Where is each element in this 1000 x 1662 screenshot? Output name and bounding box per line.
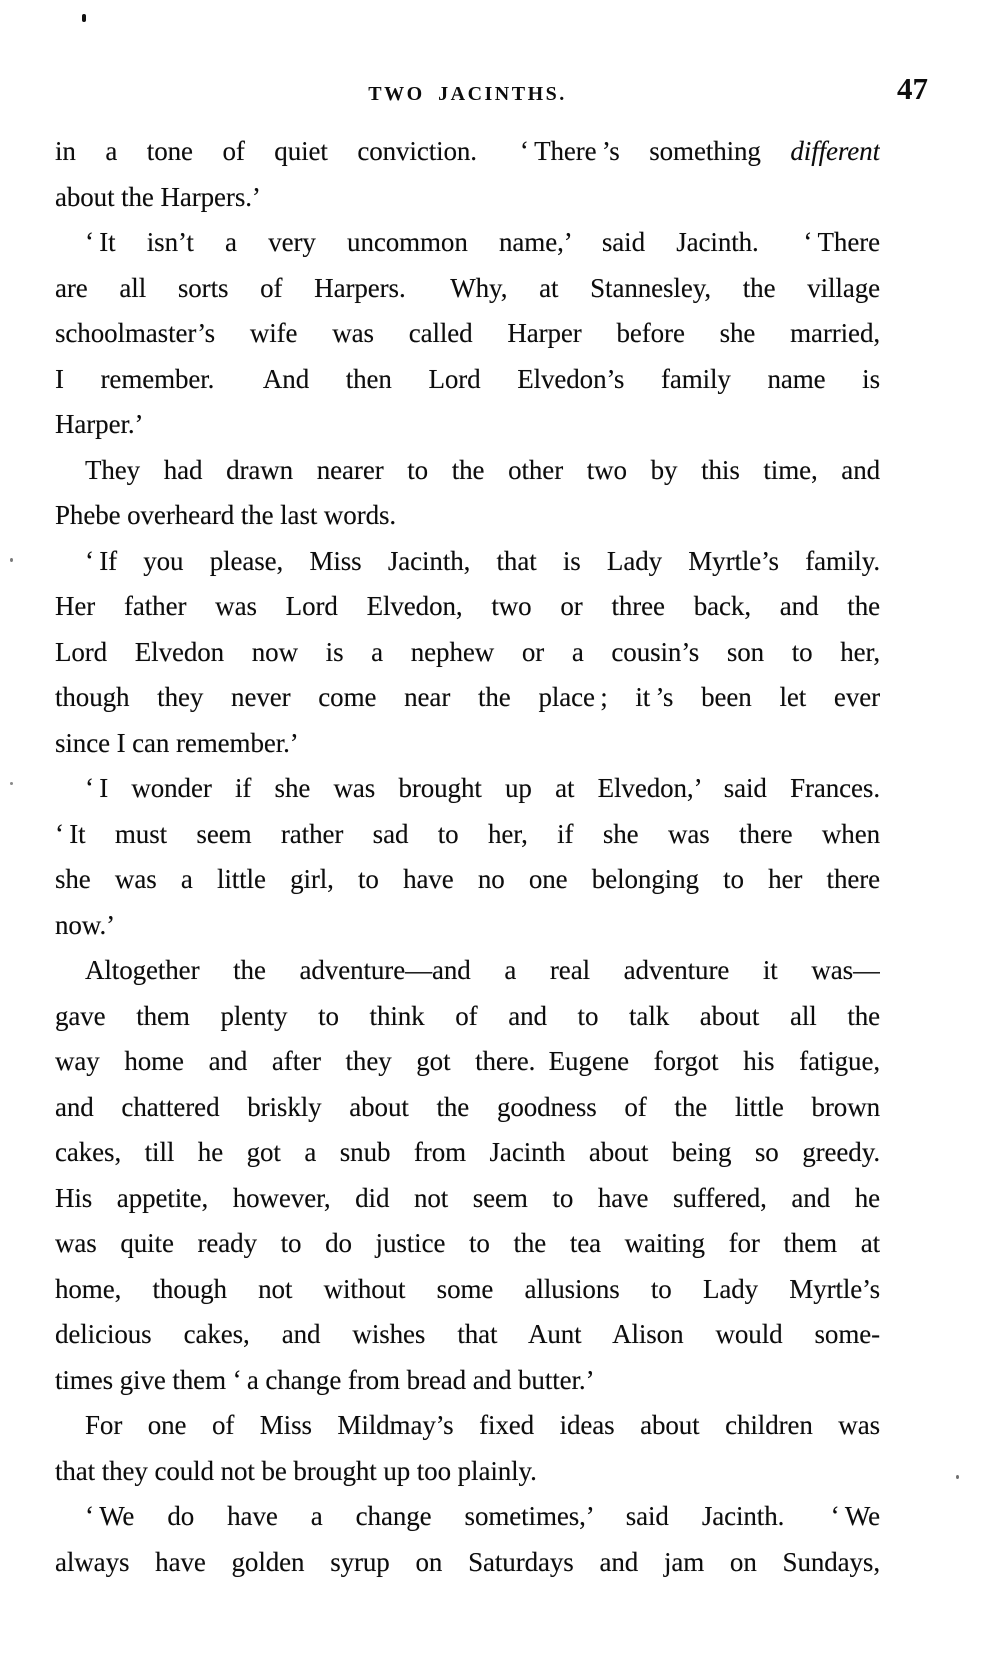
text-line: and chattered briskly about the goodness of the little brown: [55, 1091, 880, 1122]
page-body: [55, 129, 880, 1585]
text-line: ‘ It isn’t a very uncommon name,’ said Jacinth. ‘ There: [85, 227, 880, 257]
text-line: in a tone of quiet conviction. ‘ There ’s something different: [55, 136, 880, 166]
text-line: that they could not be brought up too plainly.: [55, 1455, 537, 1486]
ink-speck: [10, 782, 13, 785]
text-line: cakes, till he got a snub from Jacinth about being so greedy.: [55, 1137, 880, 1167]
text-line: since I can remember.’: [55, 727, 299, 758]
page-number: 47: [897, 71, 928, 106]
text-line: Phebe overheard the last words.: [55, 500, 397, 530]
text-line: delicious cakes, and wishes that Aunt Alison would some-: [55, 1319, 880, 1349]
text-line: Harper.’: [55, 409, 144, 439]
text-line: ‘ We do have a change sometimes,’ said Jacinth. ‘ We: [85, 1501, 880, 1531]
running-head: TWO JACINTHS.: [368, 83, 567, 105]
text-line: are all sorts of Harpers. Why, at Stannesley, the village: [55, 272, 880, 303]
text-line: Altogether the adventure—and a real adventure it was—: [85, 955, 880, 985]
text-line: about the Harpers.’: [55, 181, 261, 212]
text-line: schoolmaster’s wife was called Harper before she married,: [55, 318, 880, 348]
text-line: Lord Elvedon now is a nephew or a cousin’s son to her,: [55, 636, 880, 667]
text-line: Her father was Lord Elvedon, two or three back, and the: [55, 591, 880, 621]
text-line: times give them ‘ a change from bread and butter.’: [55, 1364, 595, 1395]
text-line: For one of Miss Mildmay’s fixed ideas about children was: [85, 1410, 880, 1440]
text-line: now.’: [55, 909, 115, 940]
text-line: was quite ready to do justice to the tea waiting for them at: [55, 1228, 880, 1258]
text-line: ‘ If you please, Miss Jacinth, that is Lady Myrtle’s family.: [85, 545, 880, 576]
text-line: They had drawn nearer to the other two by this time, and: [85, 454, 880, 485]
text-line: though they never come near the place ; it ’s been let ever: [55, 682, 880, 712]
ink-speck: [956, 1475, 959, 1479]
ink-speck: [10, 558, 13, 562]
text-line: gave them plenty to think of and to talk about all the: [55, 1000, 880, 1031]
text-line: ‘ I wonder if she was brought up at Elvedon,’ said Frances.: [85, 773, 880, 803]
text-line: I remember. And then Lord Elvedon’s family name is: [55, 363, 880, 394]
text-line: home, though not without some allusions to Lady Myrtle’s: [55, 1273, 880, 1304]
text-line: always have golden syrup on Saturdays and jam on Sundays,: [55, 1546, 880, 1577]
text-line: she was a little girl, to have no one belonging to her there: [55, 864, 880, 894]
text-line: way home and after they got there. Eugene forgot his fatigue,: [55, 1046, 880, 1076]
text-line: ‘ It must seem rather sad to her, if she was there when: [55, 818, 880, 849]
ink-speck: [82, 14, 86, 22]
text-line: His appetite, however, did not seem to have suffered, and he: [55, 1182, 880, 1213]
